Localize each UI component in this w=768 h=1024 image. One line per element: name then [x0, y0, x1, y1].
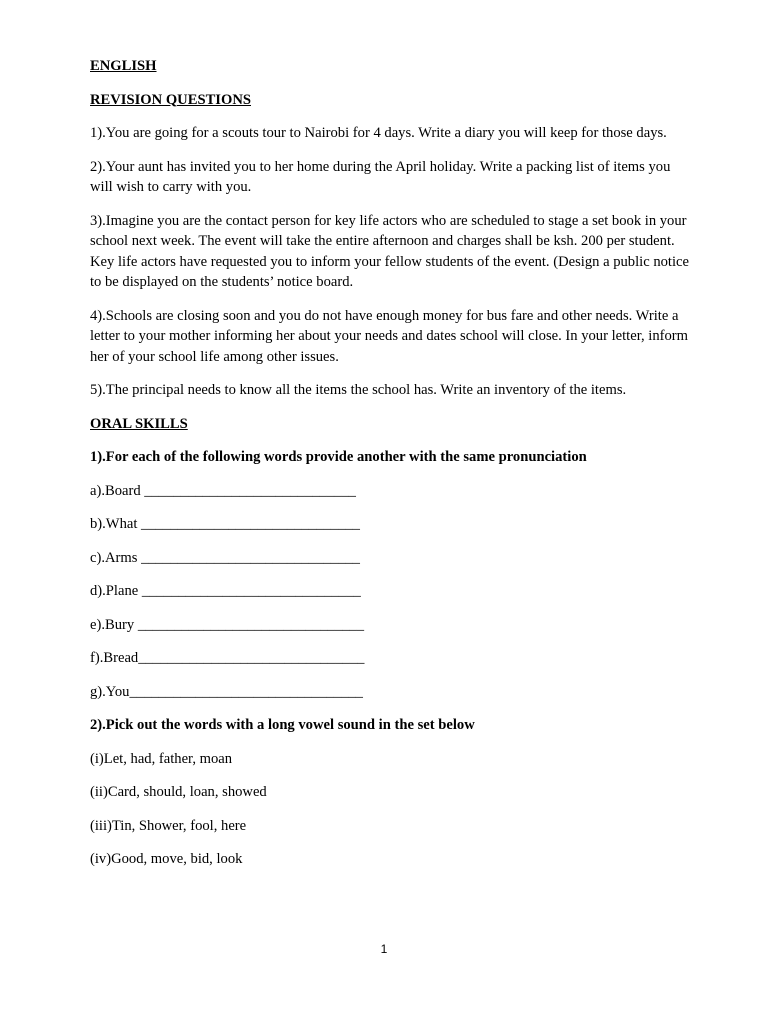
pronunciation-item-b: b).What ______________________________: [90, 516, 360, 532]
pronunciation-item-d: d).Plane ______________________________: [90, 583, 361, 599]
pronunciation-item-f: f).Bread_______________________________: [90, 650, 365, 666]
pronunciation-item-g: g).You________________________________: [90, 683, 363, 700]
vowel-set-iv: (iv)Good, move, bid, look: [90, 851, 243, 867]
revision-question-2: 2).Your aunt has invited you to her home during the April holiday. Write a packing list of items you will wish to carry with you.: [90, 158, 671, 195]
pronunciation-item-e: e).Bury _______________________________: [90, 616, 365, 633]
pronunciation-item-a: a).Board _____________________________: [90, 482, 356, 499]
revision-question-4: 4).Schools are closing soon and you do not have enough money for bus fare and other needs. Write a letter to your mother informing her about your needs and dates school will close. In your letter, inform her of your school life among other issues.: [90, 307, 689, 365]
oral-question-1-prompt: 1).For each of the following words provide another with the same pronunciation: [90, 449, 587, 465]
revision-question-5: 5).The principal needs to know all the items the school has. Write an inventory of the items.: [90, 382, 627, 398]
page-number: 1: [380, 942, 388, 956]
subject-heading: ENGLISH: [90, 58, 157, 74]
revision-question-1: 1).You are going for a scouts tour to Nairobi for 4 days. Write a diary you will keep for those days.: [90, 125, 667, 141]
document-page: [90, 56, 690, 883]
oral-skills-heading: ORAL SKILLS: [90, 415, 188, 432]
vowel-set-ii: (ii)Card, should, loan, showed: [90, 784, 267, 800]
oral-question-2-prompt: 2).Pick out the words with a long vowel sound in the set below: [90, 717, 475, 733]
revision-question-3: 3).Imagine you are the contact person for key life actors who are scheduled to stage a set book in your school next week. The event will take the entire afternoon and charges shall be ksh. 200 per student. Key life actors have requested you to inform your fellow students of the event. (Design a public notice to be displayed on the students’ notice board.: [90, 212, 689, 290]
vowel-set-i: (i)Let, had, father, moan: [90, 750, 233, 767]
revision-questions-heading: REVISION QUESTIONS: [90, 91, 251, 108]
pronunciation-item-c: c).Arms ______________________________: [90, 549, 360, 566]
vowel-set-iii: (iii)Tin, Shower, fool, here: [90, 817, 247, 834]
